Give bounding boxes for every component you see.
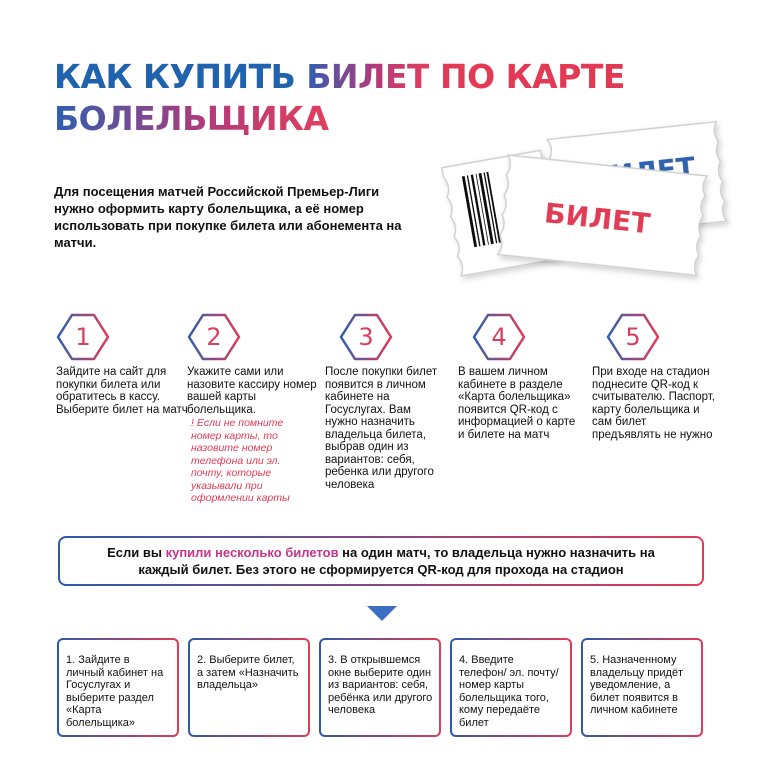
title-part-4: БОЛЕЛЬЩИКА (54, 99, 329, 138)
instruction-box-5 (581, 638, 703, 737)
step-2-hexagon (187, 312, 241, 362)
step-5-hexagon (606, 312, 660, 362)
ticket-front (498, 155, 707, 275)
down-arrow-icon (367, 606, 397, 621)
instruction-box-4-text: 4. Введите телефон/ эл. почту/номер карты болельщика того, кому передаёте билет (452, 640, 570, 735)
tickets-illustration (440, 120, 740, 290)
instruction-box-4 (450, 638, 572, 737)
multiple-tickets-banner (58, 536, 704, 586)
banner-text-highlight: купили несколько билетов (165, 545, 339, 560)
step-2-text: Укажите сами или назовите кассиру номер вашей карты болельщика. (187, 366, 317, 416)
instruction-box-5-text: 5. Назначенному владельцу придёт уведомление, а билет появится в личном кабинете (583, 640, 701, 735)
title-part-1: КАК КУПИТЬ (54, 57, 307, 96)
intro-text: Для посещения матчей Российской Премьер-Лиги нужно оформить карту болельщика, а её номер использовать при покупке билета или абонемента на матчи. (54, 184, 402, 250)
title-part-3: ПО КАРТЕ (429, 57, 625, 96)
banner-text (101, 544, 661, 578)
title-part-2: БИЛЕТ (306, 57, 430, 96)
step-3-text: После покупки билет появится в личном кабинете на Госуслугах. Вам нужно назначить владельца билета, выбрав один из вариантов: себя, ребенка или другого человека (325, 366, 438, 491)
step-4-number: 4 (491, 323, 507, 351)
step-2-note: ! Если не помните номер карты, то назовите номер телефона или эл. почту, которые указывали при оформлении карты (191, 417, 290, 504)
banner-content (60, 538, 702, 584)
step-3-number: 3 (358, 323, 374, 351)
instruction-box-3 (319, 638, 441, 737)
step-3-hexagon (339, 312, 393, 362)
instruction-box-3-text: 3. В открывшемся окне выберите один из вариантов: себя, ребёнка или другого человека (321, 640, 439, 735)
instruction-box-1 (57, 638, 179, 737)
step-4-text: В вашем личном кабинете в разделе «Карта болельщика» появится QR-код с информацией о карте и билете на матч (458, 366, 576, 441)
step-5-number: 5 (625, 323, 641, 351)
instruction-box-1-text: 1. Зайдите в личный кабинет на Госуслугах и выберите раздел «Карта болельщика» (59, 640, 177, 735)
instruction-box-2 (188, 638, 310, 737)
step-1-text: Зайдите на сайт для покупки билета или обратитесь в кассу. Выберите билет на матч (56, 366, 188, 416)
instruction-box-2-text: 2. Выберите билет, а затем «Назначить владельца» (190, 640, 308, 735)
step-5-text: При входе на стадион поднесите QR-код к считывателю. Паспорт, карту болельщика и сам билет предъявлять не нужно (592, 366, 715, 441)
banner-text-after: на один матч, то владельца нужно назначить на каждый билет. Без этого не сформируется QR-код для прохода на стадион (138, 545, 655, 577)
ticket-front-label: БИЛЕТ (542, 196, 652, 241)
step-4-hexagon (472, 312, 526, 362)
step-2-number: 2 (206, 323, 222, 351)
step-1-number: 1 (75, 323, 91, 351)
step-1-hexagon (56, 312, 110, 362)
banner-text-before: Если вы (107, 545, 166, 560)
